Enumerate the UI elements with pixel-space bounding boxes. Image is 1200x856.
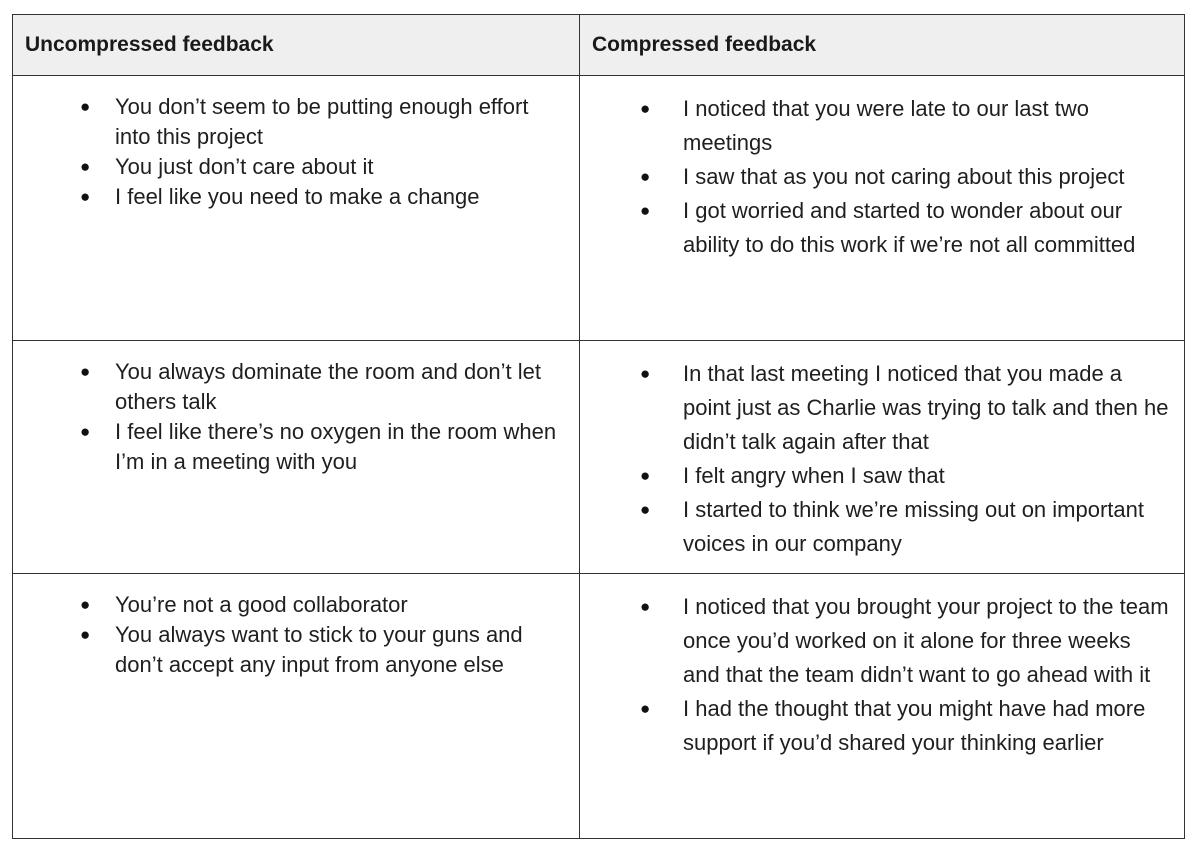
table-row [13,574,1185,839]
feedback-comparison-table [12,14,1185,839]
table-row [13,76,1185,341]
list-item: ● I noticed that you were late to our last two meetings [592,92,1172,160]
uncompressed-cell [13,341,580,574]
list-item: ● I had the thought that you might have had more support if you’d shared your thinking earlier [592,692,1172,760]
list-item: ● You don’t seem to be putting enough effort into this project [80,94,529,149]
bullet-icon: ● [640,167,651,186]
bullet-icon: ● [80,157,91,176]
list-item: ● In that last meeting I noticed that you made a point just as Charlie was trying to talk and then he didn’t talk again after that [592,357,1172,459]
bullet-icon: ● [640,364,651,383]
header-compressed-feedback: Compressed feedback [580,15,1185,76]
bullet-list [592,357,1172,561]
bullet-icon: ● [640,597,651,616]
list-item: ● You’re not a good collaborator [25,590,567,620]
bullet-icon: ● [640,201,651,220]
list-item: ● You always dominate the room and don’t let others talk [80,359,542,414]
bullet-icon: ● [80,422,91,441]
compressed-cell [580,341,1185,574]
bullet-list [25,92,567,212]
bullet-icon: ● [80,595,91,614]
bullet-list [25,590,567,680]
list-item: ● I got worried and started to wonder about our ability to do this work if we’re not all committed [592,194,1172,262]
uncompressed-cell [13,574,580,839]
compressed-cell [580,76,1185,341]
bullet-list [592,92,1172,262]
uncompressed-cell [13,76,580,341]
list-item: ● I feel like there’s no oxygen in the room when I’m in a meeting with you [80,419,557,474]
bullet-icon: ● [640,699,651,718]
compressed-cell [580,574,1185,839]
bullet-list [592,590,1172,760]
bullet-list [25,357,567,477]
bullet-icon: ● [80,625,91,644]
bullet-icon: ● [640,500,651,519]
list-item: ● I noticed that you brought your project to the team once you’d worked on it alone for three weeks and that the team didn’t want to go ahead with it [592,590,1172,692]
bullet-icon: ● [640,466,651,485]
list-item: ● You always want to stick to your guns and don’t accept any input from anyone else [80,622,523,677]
list-item: ● I felt angry when I saw that [592,459,1172,493]
bullet-icon: ● [80,97,91,116]
list-item: ● You just don’t care about it [25,152,567,182]
list-item: ● I feel like you need to make a change [25,182,567,212]
table-row [13,341,1185,574]
list-item: ● I started to think we’re missing out on important voices in our company [592,493,1172,561]
bullet-icon: ● [640,99,651,118]
list-item: ● I saw that as you not caring about this project [592,160,1172,194]
header-uncompressed-feedback: Uncompressed feedback [13,15,580,76]
bullet-icon: ● [80,187,91,206]
header-row [13,15,1185,76]
bullet-icon: ● [80,362,91,381]
